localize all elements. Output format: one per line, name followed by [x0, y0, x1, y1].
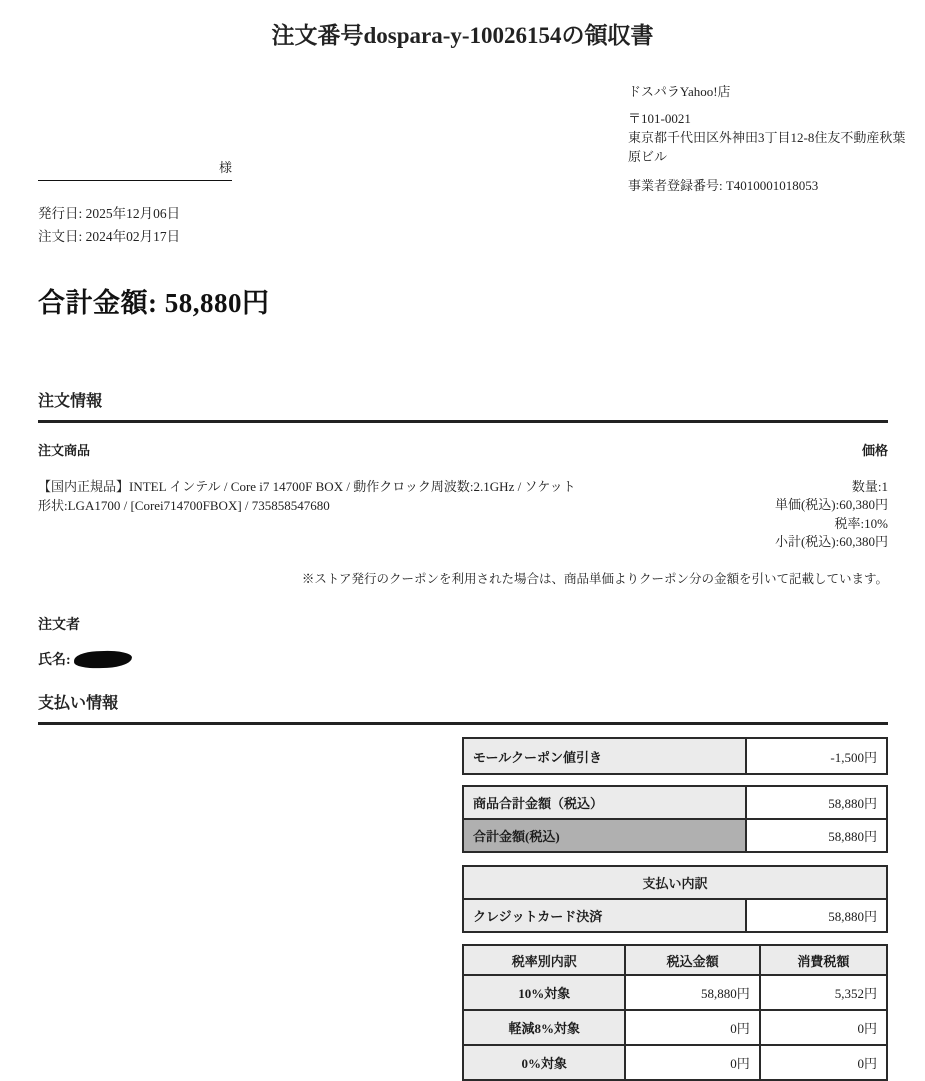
seller-address: 東京都千代田区外神田3丁目12-8住友不動産秋葉原ビル: [628, 130, 906, 164]
issue-date: 発行日: 2025年12月06日: [38, 206, 181, 221]
tax-header-category: 税率別内訳: [463, 945, 625, 975]
payment-breakdown-table: [462, 865, 888, 933]
tax-10-label: 10%対象: [463, 975, 625, 1010]
product-tax-rate: 税率:10%: [834, 515, 888, 531]
tax-8-label: 軽減8%対象: [463, 1010, 625, 1045]
coupon-discount-table: [462, 737, 888, 775]
totals-table: [462, 785, 888, 853]
table-row: [463, 819, 887, 852]
seller-name: ドスパラYahoo!店: [628, 84, 731, 99]
table-row: [463, 945, 887, 975]
tax-10-amount: 58,880円: [625, 975, 759, 1010]
item-total-value: 58,880円: [746, 786, 887, 819]
grand-total-heading: 合計金額: 58,880円: [38, 288, 270, 318]
page-title: 注文番号dospara-y-10026154の領収書: [271, 23, 654, 48]
coupon-note: ※ストア発行のクーポンを利用された場合は、商品単価よりクーポン分の金額を引いて記載しています。: [301, 572, 888, 587]
table-row: [463, 866, 887, 899]
product-subtotal: 小計(税込):60,380円: [774, 533, 888, 549]
product-description: 【国内正規品】INTEL インテル / Core i7 14700F BOX / 動作クロック周波数:2.1GHz / ソケット形状:LGA1700 / [Corei714700FBOX] / 735858547680: [38, 479, 576, 513]
coupon-discount-label: モールクーポン値引き: [463, 738, 746, 774]
order-info-heading: 注文情報: [38, 388, 888, 423]
item-total-label: 商品合計金額（税込）: [463, 786, 746, 819]
tax-8-tax: 0円: [760, 1010, 887, 1045]
payment-info-heading: 支払い情報: [38, 690, 888, 725]
payment-tables: [462, 737, 888, 1081]
grand-total-label: 合計金額(税込): [463, 819, 746, 852]
tax-0-label: 0%対象: [463, 1045, 625, 1080]
table-row: [463, 1045, 887, 1080]
payment-breakdown-header: 支払い内訳: [463, 866, 887, 899]
orderer-name-label: 氏名:: [38, 653, 71, 669]
table-row: [463, 899, 887, 932]
grand-total-value: 58,880円: [746, 819, 887, 852]
seller-info: [628, 81, 908, 194]
table-row: [463, 738, 887, 774]
item-column-label: 注文商品: [38, 443, 91, 458]
payment-method-label: クレジットカード決済: [463, 899, 746, 932]
customer-name-line: [38, 157, 232, 181]
seller-registration-number: 事業者登録番号: T4010001018053: [628, 178, 819, 193]
tax-header-amount: 税込金額: [625, 945, 759, 975]
table-row: [463, 786, 887, 819]
payment-method-value: 58,880円: [746, 899, 887, 932]
tax-0-amount: 0円: [625, 1045, 759, 1080]
order-info-section: [38, 388, 888, 669]
date-block: [38, 203, 180, 248]
product-unit-price: 単価(税込):60,380円: [774, 497, 888, 513]
tax-0-tax: 0円: [760, 1045, 887, 1080]
redacted-name: [73, 650, 132, 669]
tax-header-tax: 消費税額: [760, 945, 887, 975]
order-columns-header: [38, 440, 888, 459]
table-row: [463, 1010, 887, 1045]
orderer-name-line: [38, 649, 888, 669]
coupon-discount-value: -1,500円: [746, 738, 887, 774]
product-pricing: [775, 478, 888, 551]
product-row: [38, 478, 888, 551]
payment-info-section: [38, 690, 888, 1081]
tax-10-tax: 5,352円: [760, 975, 887, 1010]
price-column-label: 価格: [861, 443, 888, 458]
customer-honorific: 様: [218, 160, 232, 175]
seller-postal-code: 〒101-0021: [628, 111, 691, 126]
tax-8-amount: 0円: [625, 1010, 759, 1045]
tax-breakdown-table: [462, 944, 888, 1081]
order-date: 注文日: 2024年02月17日: [38, 228, 181, 244]
table-row: [463, 975, 887, 1010]
orderer-heading: 注文者: [38, 618, 80, 634]
product-quantity: 数量:1: [851, 479, 888, 494]
